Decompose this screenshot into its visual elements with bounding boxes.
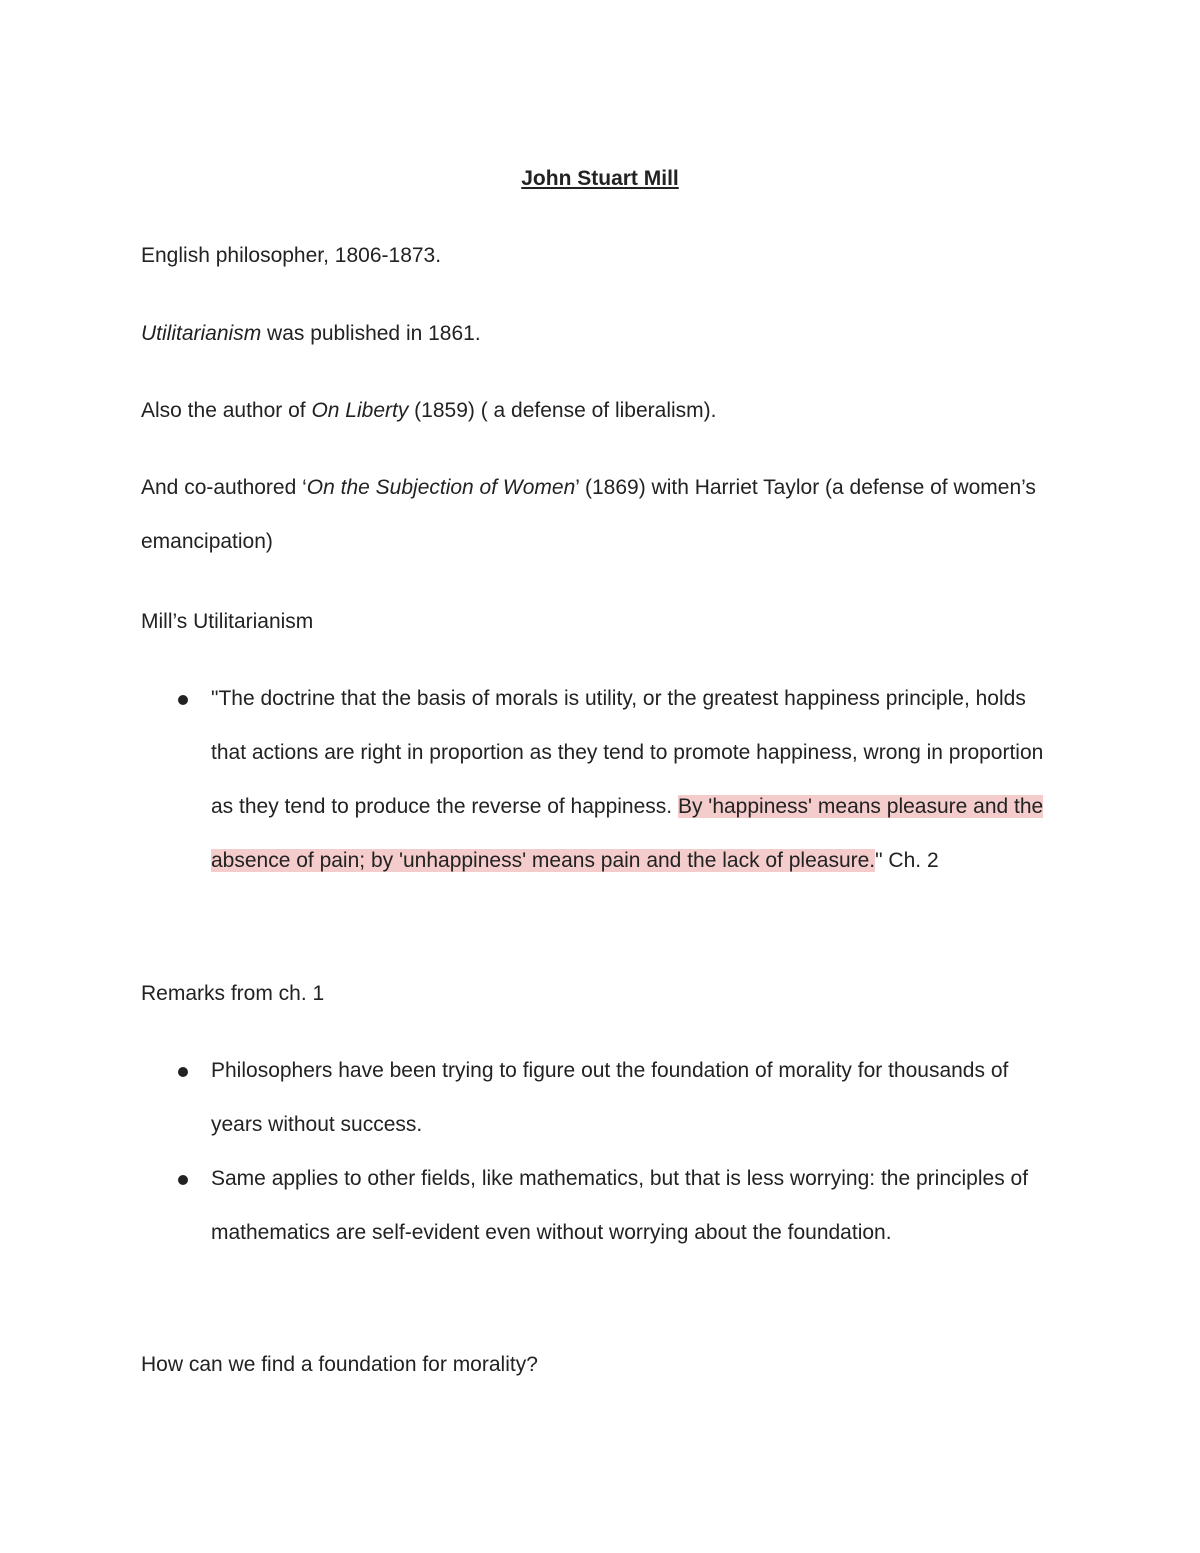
coauthored-line <box>141 461 1061 569</box>
quote-text <box>211 672 1061 888</box>
document-title: John Stuart Mill <box>521 167 679 190</box>
bullet-icon <box>178 1175 188 1185</box>
author-text-rest: (1859) ( a defense of liberalism). <box>408 399 717 422</box>
author-line <box>141 396 1061 426</box>
coauthored-text-rest: ’ (1869) with Harriet Taylor (a defense of women’s emancipation) <box>141 476 1036 553</box>
quote-plain: "The doctrine that the basis of morals is utility, or the greatest happiness principle, holds that actions are right in proportion as they tend to promote happiness, wrong in proportion as they tend to produce the reverse of happiness. <box>211 687 1044 818</box>
bio-line: English philosopher, 1806-1873. <box>141 244 442 267</box>
section-heading-utilitarianism: Mill’s Utilitarianism <box>141 610 314 633</box>
quote-citation: " Ch. 2 <box>875 849 939 872</box>
author-text-pre: Also the author of <box>141 399 312 422</box>
book-title-on-liberty: On Liberty <box>311 399 409 422</box>
publication-text: was published in 1861. <box>261 322 481 345</box>
book-title-subjection: On the Subjection of Women <box>306 476 576 499</box>
closing-question: How can we find a foundation for morality? <box>141 1353 538 1376</box>
remark-item <box>141 1152 1061 1260</box>
remark-item <box>141 1044 1061 1152</box>
remark-text: Philosophers have been trying to figure out the foundation of morality for thousands of years without success. <box>211 1059 1009 1136</box>
coauthored-text-pre: And co-authored ‘ <box>141 476 307 499</box>
quote-highlight: By 'happiness' means pleasure and the absence of pain; by 'unhappiness' means pain and the lack of pleasure. <box>211 795 1044 872</box>
bullet-icon <box>178 695 188 705</box>
bullet-icon <box>178 1067 188 1077</box>
quote-bullet <box>141 672 1061 888</box>
remark-text: Same applies to other fields, like mathematics, but that is less worrying: the principles of mathematics are self-evident even without worrying about the foundation. <box>211 1167 1029 1244</box>
book-title-utilitarianism: Utilitarianism <box>141 322 262 345</box>
section-heading-remarks: Remarks from ch. 1 <box>141 982 325 1005</box>
publication-line <box>141 319 1061 349</box>
